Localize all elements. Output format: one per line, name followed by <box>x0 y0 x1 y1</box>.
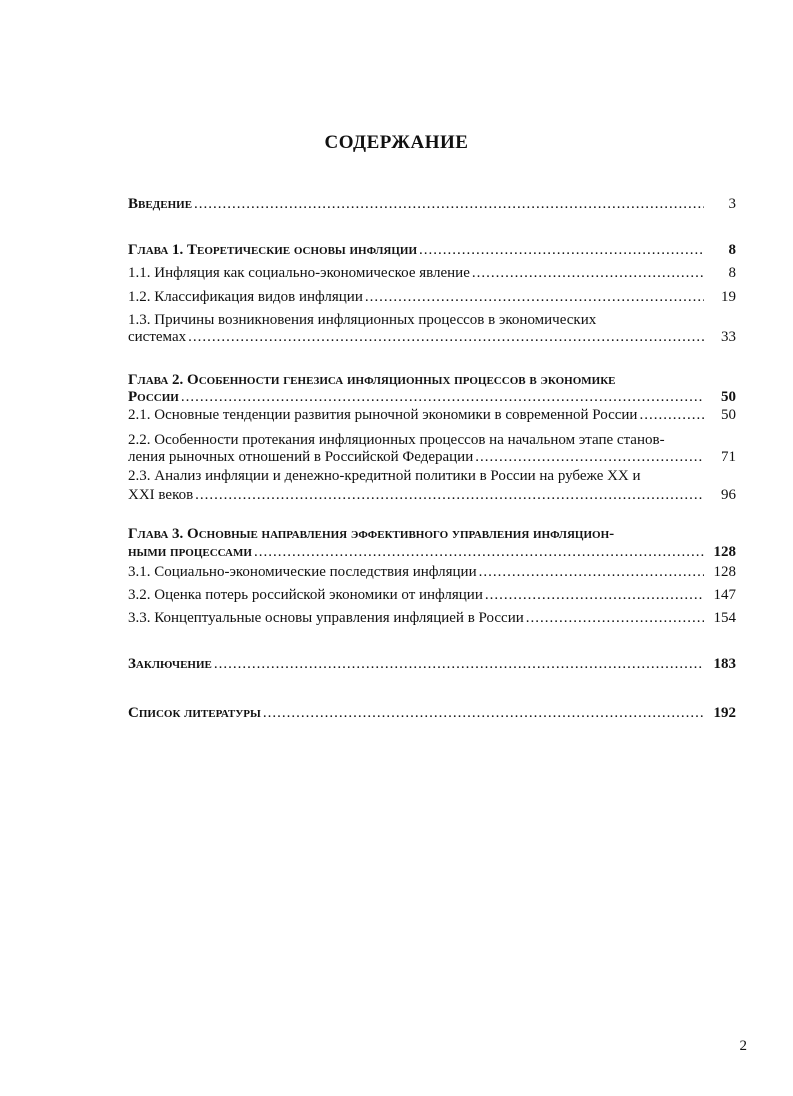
toc-entry-page: 147 <box>713 587 736 603</box>
toc-section-2-3-line1[interactable]: 2.3. Анализ инфляции и денежно-кредитной политики в России на рубеже XX и <box>128 468 641 484</box>
dot-leader <box>194 194 704 214</box>
toc-entry-page: 33 <box>721 329 736 345</box>
toc-entry-page: 96 <box>721 487 736 503</box>
toc-entry-label: 3.1. Социально-экономические последствия инфляции <box>128 564 477 580</box>
toc-entry-page: 71 <box>721 449 736 465</box>
dot-leader <box>475 447 704 467</box>
toc-chapter-heading: ными процессами <box>128 544 252 560</box>
dot-leader <box>485 585 704 605</box>
page-number: 2 <box>739 1038 747 1054</box>
toc-entry-references[interactable] <box>128 703 748 723</box>
toc-entry-label: 1.1. Инфляция как социально-экономическое явление <box>128 265 470 281</box>
toc-entry-page: 50 <box>721 407 736 423</box>
toc-entry-page: 3 <box>728 196 736 212</box>
toc-section-3-1[interactable] <box>128 562 748 582</box>
toc-chapter-1[interactable] <box>128 240 748 260</box>
toc-entry-page: 8 <box>728 265 736 281</box>
toc-entry-page: 183 <box>713 656 736 672</box>
toc-entry-page: 154 <box>713 610 736 626</box>
dot-leader <box>365 287 704 307</box>
toc-entry-label: 1.2. Классификация видов инфляции <box>128 289 363 305</box>
toc-section-3-2[interactable] <box>128 585 748 605</box>
toc-entry-label: XXI веков <box>128 487 194 503</box>
dot-leader <box>263 703 704 723</box>
toc-entry-label: 3.3. Концептуальные основы управления инфляцией в России <box>128 610 524 626</box>
toc-chapter-2[interactable] <box>128 387 748 407</box>
dot-leader <box>254 542 704 562</box>
toc-entry-label: 3.2. Оценка потерь российской экономики от инфляции <box>128 587 483 603</box>
dot-leader <box>472 263 704 283</box>
dot-leader <box>214 654 704 674</box>
toc-entry-label: Заключение <box>128 656 212 672</box>
toc-entry-conclusion[interactable] <box>128 654 748 674</box>
toc-entry-page: 8 <box>728 242 736 258</box>
toc-chapter-3-line1[interactable]: Глава 3. Основные направления эффективного управления инфляцион- <box>128 526 615 542</box>
toc-section-2-2-line1[interactable]: 2.2. Особенности протекания инфляционных процессов на начальном этапе станов- <box>128 432 665 448</box>
toc-section-1-3[interactable] <box>128 327 748 347</box>
toc-entry-introduction[interactable] <box>128 194 748 214</box>
toc-section-2-2[interactable] <box>128 447 748 467</box>
dot-leader <box>181 387 704 407</box>
toc-entry-label: системах <box>128 329 187 345</box>
toc-section-3-3[interactable] <box>128 608 748 628</box>
toc-section-2-3[interactable] <box>128 485 748 505</box>
toc-entry-page: 128 <box>713 544 736 560</box>
toc-entry-page: 50 <box>721 389 736 405</box>
dot-leader <box>195 485 704 505</box>
dot-leader <box>479 562 704 582</box>
dot-leader <box>419 240 704 260</box>
dot-leader <box>639 405 704 425</box>
toc-chapter-heading: Глава 1. Теоретические основы инфляции <box>128 242 418 258</box>
toc-chapter-heading: России <box>128 389 179 405</box>
dot-leader <box>188 327 704 347</box>
toc-entry-label: Введение <box>128 196 193 212</box>
toc-chapter-3[interactable] <box>128 542 748 562</box>
toc-section-1-3-line1[interactable]: 1.3. Причины возникновения инфляционных процессов в экономических <box>128 312 597 328</box>
toc-entry-label: Список литературы <box>128 705 261 721</box>
dot-leader <box>526 608 704 628</box>
toc-entry-label: ления рыночных отношений в Российской Федерации <box>128 449 474 465</box>
toc-chapter-2-line1[interactable]: Глава 2. Особенности генезиса инфляционных процессов в экономике <box>128 372 616 388</box>
toc-entry-page: 19 <box>721 289 736 305</box>
toc-entry-label: 2.1. Основные тенденции развития рыночной экономики в современной России <box>128 407 638 423</box>
page-title: СОДЕРЖАНИЕ <box>324 132 469 153</box>
toc-section-1-1[interactable] <box>128 263 748 283</box>
toc-entry-page: 128 <box>713 564 736 580</box>
toc-section-1-2[interactable] <box>128 287 748 307</box>
toc-entry-page: 192 <box>713 705 736 721</box>
toc-section-2-1[interactable] <box>128 405 748 425</box>
